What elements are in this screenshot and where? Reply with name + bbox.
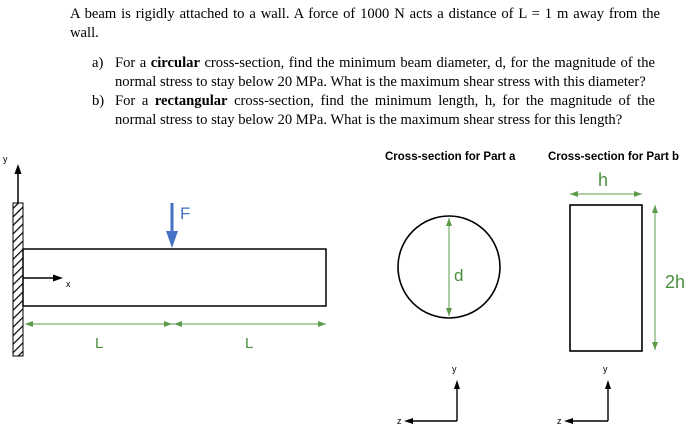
part-a-marker: a) bbox=[92, 55, 104, 71]
section-a-caption: Cross-section for Part a bbox=[385, 151, 516, 163]
wall-hatch bbox=[13, 203, 23, 356]
part-b-prefix: For a bbox=[115, 93, 155, 109]
section-b-caption: Cross-section for Part b bbox=[548, 151, 679, 163]
dim-l2-left-arrowhead bbox=[174, 321, 182, 327]
section-a-z-arrowhead bbox=[404, 418, 413, 424]
beam-y-axis-arrowhead bbox=[15, 164, 22, 174]
section-b-z-arrowhead bbox=[564, 418, 573, 424]
beam-body bbox=[23, 249, 326, 306]
part-a-suffix: cross-section, find the minimum beam diameter, d, for the magnitude of the normal stress to stay below 20 MPa. What is the maximum shear stress with this diameter? bbox=[115, 55, 655, 90]
part-a-prefix: For a bbox=[115, 55, 151, 71]
rectangular-cross-section bbox=[570, 205, 642, 351]
force-arrow-head bbox=[166, 231, 178, 248]
beam-x-axis-label: x bbox=[66, 279, 71, 289]
dim-h-left-arrowhead bbox=[570, 191, 578, 197]
part-b-emphasis: rectangular bbox=[154, 93, 228, 109]
width-label: h bbox=[598, 170, 609, 190]
part-a-emphasis: circular bbox=[150, 55, 200, 71]
section-a-y-label: y bbox=[452, 364, 457, 374]
dim-l1-right-arrowhead bbox=[164, 321, 172, 327]
dim-h-right-arrowhead bbox=[634, 191, 642, 197]
part-b-suffix: cross-section, find the minimum length, h, for the magnitude of the normal stress to stay below 20 MPa. What is the maximum shear stress for this length? bbox=[115, 93, 655, 128]
dim-2h-top-arrowhead bbox=[652, 205, 658, 213]
dim-l1-left-arrowhead bbox=[25, 321, 33, 327]
section-b-y-label: y bbox=[603, 364, 608, 374]
section-b-y-arrowhead bbox=[605, 380, 611, 389]
dim-l2-right-arrowhead bbox=[318, 321, 326, 327]
height-label: 2h bbox=[665, 272, 686, 292]
beam-y-axis-label: y bbox=[3, 154, 8, 164]
length-label-1: L bbox=[95, 335, 104, 352]
diameter-label: d bbox=[454, 266, 464, 285]
force-label: F bbox=[180, 204, 191, 223]
problem-intro: A beam is rigidly attached to a wall. A force of 1000 N acts a distance of L = 1 m away from the wall. bbox=[70, 6, 660, 41]
part-b-marker: b) bbox=[92, 93, 105, 109]
dim-2h-bottom-arrowhead bbox=[652, 342, 658, 350]
section-b-z-label: z bbox=[557, 416, 562, 426]
section-a-z-label: z bbox=[397, 416, 402, 426]
section-a-y-arrowhead bbox=[454, 380, 460, 389]
length-label-2: L bbox=[245, 335, 254, 352]
